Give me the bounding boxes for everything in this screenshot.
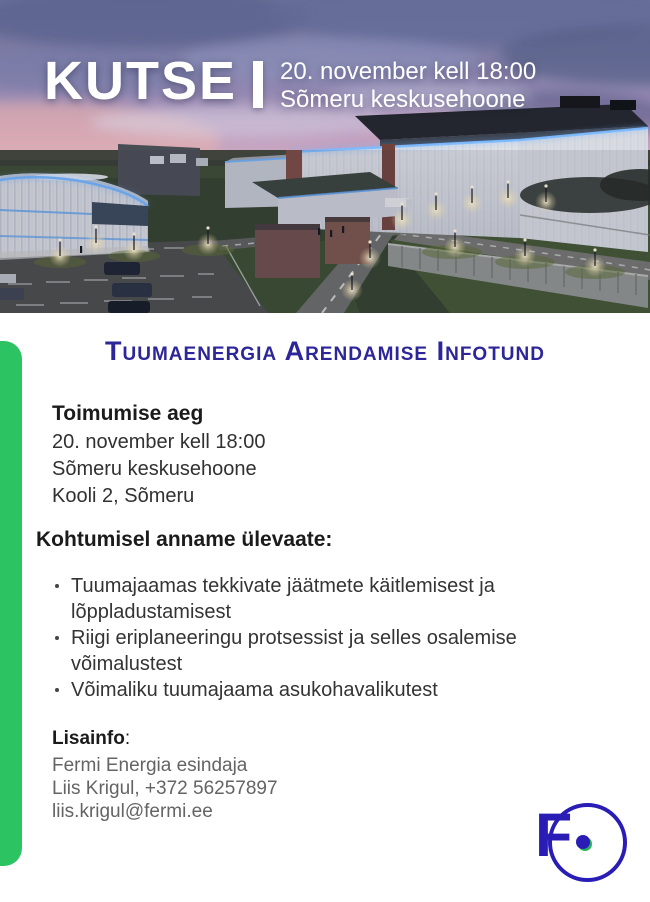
invitation-badge: KUTSE — [44, 51, 238, 111]
contact-organization: Fermi Energia esindaja — [52, 755, 248, 776]
details-heading: Toimumise aeg — [52, 402, 204, 425]
event-details — [52, 400, 265, 510]
hero-banner — [0, 0, 650, 313]
facility-rendering-image — [0, 0, 650, 313]
bullet-dot — [55, 636, 59, 640]
page-title: Tuumaenergia Arendamise Infotund — [105, 336, 545, 366]
logo-letter: F — [535, 801, 571, 869]
agenda-item-text: Võimaliku tuumajaama asukohavalikutest — [71, 679, 438, 701]
agenda-item-text: Tuumajaamas tekkivate jäätmete käitlemisest ja lõppladustamisest — [71, 575, 495, 623]
accent-tab — [0, 341, 22, 866]
contact-person-phone: Liis Krigul, +372 56257897 — [52, 778, 278, 799]
agenda-item — [52, 625, 600, 677]
bullet-dot — [55, 688, 59, 692]
fermi-energia-logo — [534, 797, 628, 887]
bullet-dot — [55, 584, 59, 588]
logo-dot-blue-icon — [576, 835, 590, 849]
contact-heading-line — [52, 728, 278, 750]
details-address: Kooli 2, Sõmeru — [52, 485, 195, 507]
hero-event-datetime: 20. november kell 18:00 — [280, 58, 537, 85]
hero-event-meta — [280, 58, 536, 114]
details-datetime: 20. november kell 18:00 — [52, 431, 266, 453]
contact-email: liis.krigul@fermi.ee — [52, 801, 213, 822]
details-venue: Sõmeru keskusehoone — [52, 458, 257, 480]
agenda-item — [52, 677, 600, 703]
agenda-item — [52, 573, 600, 625]
contact-heading: Lisainfo — [52, 728, 125, 749]
contact-heading-colon: : — [124, 728, 131, 749]
hero-heading-row — [44, 51, 537, 114]
agenda-list — [52, 573, 600, 703]
divider-bar — [253, 61, 263, 108]
hero-event-venue: Sõmeru keskusehoone — [280, 86, 526, 113]
agenda-item-text: Riigi eriplaneeringu protsessist ja selles osalemise võimalustest — [71, 627, 517, 675]
contact-block — [52, 728, 278, 824]
agenda-heading: Kohtumisel anname ülevaate: — [36, 528, 333, 551]
